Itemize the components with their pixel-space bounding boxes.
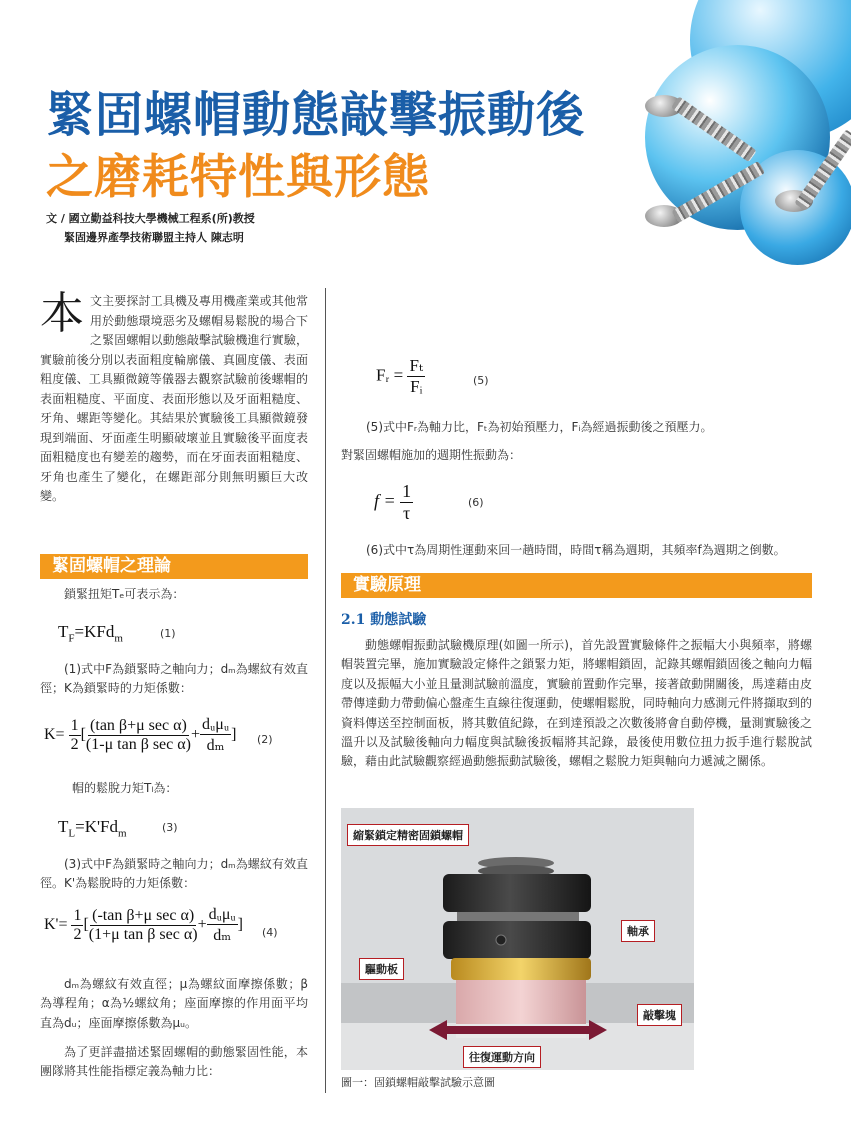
section-heading-principle: 實驗原理 [341, 573, 812, 598]
theory-p2: (1)式中F為鎖緊時之軸向力；dₘ為螺紋有效直徑；K為鎖緊時的力矩係數： [40, 662, 308, 696]
equation-4-number: (4) [262, 926, 278, 939]
figure-1 [341, 808, 694, 1070]
theory-p5: dₘ為螺紋有效直徑；μ為螺紋面摩擦係數；β為導程角；α為½螺紋角；座面摩擦的作用面平均直為dᵤ；座面摩擦係數為μᵤ。 [40, 977, 308, 1030]
figure-1-caption: 圖一：固鎖螺帽敲擊試驗示意圖 [341, 1076, 495, 1089]
label-drive-plate: 驅動板 [359, 958, 404, 980]
equation-6: f = $\frac{1}{\tau}$ [374, 481, 412, 523]
theory-p1: 鎖緊扭矩Tₑ可表示為： [64, 587, 185, 601]
label-locking-nut: 縮緊鎖定精密固鎖螺帽 [347, 824, 469, 846]
label-impact-block: 敲擊塊 [637, 1004, 682, 1026]
equation-2: K= $\frac{1}{2}$ [ $\frac{\text{(tan β+μ sec α)}}{\text{(1-μ tan β sec α)}}$ + $\frac{\text{dᵤμᵤ}}{\text{dₘ}}$ ] [44, 716, 237, 754]
equation-1: $T_F=KFd_m$ [58, 622, 123, 645]
drop-cap: 本 [40, 288, 84, 339]
left-column [40, 288, 308, 507]
right-p3: (6)式中τ為周期性運動來回一趟時間，時間τ稱為週期，其頻率f為週期之倒數。 [366, 543, 786, 557]
equation-1-number: (1) [160, 627, 176, 640]
intro-paragraph [40, 288, 308, 507]
author-line-2: 緊固邊界產學技術聯盟主持人 陳志明 [64, 231, 244, 244]
equation-4: K'= $\frac{1}{2}$ [ $\frac{\text{(-tan β+μ sec α)}}{\text{(1+μ tan β sec α)}}$ + $\frac{\text{dᵤμᵤ}}{\text{dₘ}}$ ] [44, 906, 243, 944]
equation-5: Fᵣ = $\frac{\text{Fₜ}}{\text{Fᵢ}}$ [376, 356, 424, 396]
theory-p4: (3)式中F為鎖緊時之軸向力；dₘ為螺紋有效直徑。K'為鬆脫時的力矩係數： [40, 857, 308, 891]
equation-3-number: (3) [162, 821, 178, 834]
label-bearing: 軸承 [621, 920, 655, 942]
theory-p3: 帽的鬆脫力矩Tₗ為： [72, 781, 178, 795]
equation-6-number: (6) [468, 496, 484, 509]
section-heading-theory: 緊固螺帽之理論 [40, 554, 308, 579]
theory-p6: 為了更詳盡描述緊固螺帽的動態緊固性能，本團隊將其性能指標定義為軸力比： [40, 1045, 308, 1079]
intro-text: 文主要探討工具機及專用機產業或其他常用於動態環境惡劣及螺帽易鬆脫的場合下之緊固螺帽以動態敲擊試驗機進行實驗，實驗前後分別以表面粗度輪廓儀、真圓度儀、表面粗度儀、工具顯微鏡等儀器去觀察試驗前後螺帽的表面粗糙度、平面度、表面形態以及牙面粗糙度、牙角、螺距等變化。其結果於實驗後工具顯微鏡發現到端面、牙面產生明顯破壞並且實驗後平面度表面粗糙度也有變差的趨勢，而在牙面表面粗糙度、牙角也產生了變化，在螺距部分則無明顯巨大改變。 [40, 294, 308, 503]
equation-3: $T_L=K'Fd_m$ [58, 817, 127, 840]
title-line-2: 之磨耗特性與形態 [46, 150, 430, 205]
header-artwork [590, 0, 851, 275]
title-line-1: 緊固螺帽動態敲擊振動後 [46, 87, 586, 143]
label-motion-direction: 往復運動方向 [463, 1046, 541, 1068]
column-divider [325, 288, 326, 1093]
equation-5-number: (5) [473, 374, 489, 387]
right-p4: 動態螺帽振動試驗機原理(如圖一所示)，首先設置實驗條件之振幅大小與頻率，將螺帽裝置完畢，施加實驗設定條件之鎖緊力矩，將螺帽鎖固，記錄其螺帽鎖固後之軸向力幅度以及振幅大小並且量測試驗前溫度，實驗前置動作完畢，接著啟動開關後，馬達藉由皮帶傳達動力帶動偏心盤產生直線往復運動，使螺帽鬆脫，同時軸向力感測元件將擷取到的資料傳送至控制面板，將其數值紀錄，在到達預設之次數後將會自動停機，量測實驗後之溫升以及試驗後軸向力幅度與試驗後扳幅將其記錄，最後使用數位扭力扳手進行鬆脫試驗，藉由此試驗觀察經過動態振動試驗後，螺帽之鬆脫力矩與軸向力遞減之關係。 [341, 638, 812, 769]
author-line-1: 文 / 國立勤益科技大學機械工程系(所)教授 [46, 212, 255, 225]
subsection-heading: 2.1 動態試驗 [341, 612, 427, 628]
right-p2: 對緊固螺帽施加的週期性振動為： [341, 448, 522, 462]
right-p1: (5)式中Fᵣ為軸力比，Fₜ為初始預壓力，Fᵢ為經過振動後之預壓力。 [366, 420, 713, 434]
equation-2-number: (2) [257, 733, 273, 746]
